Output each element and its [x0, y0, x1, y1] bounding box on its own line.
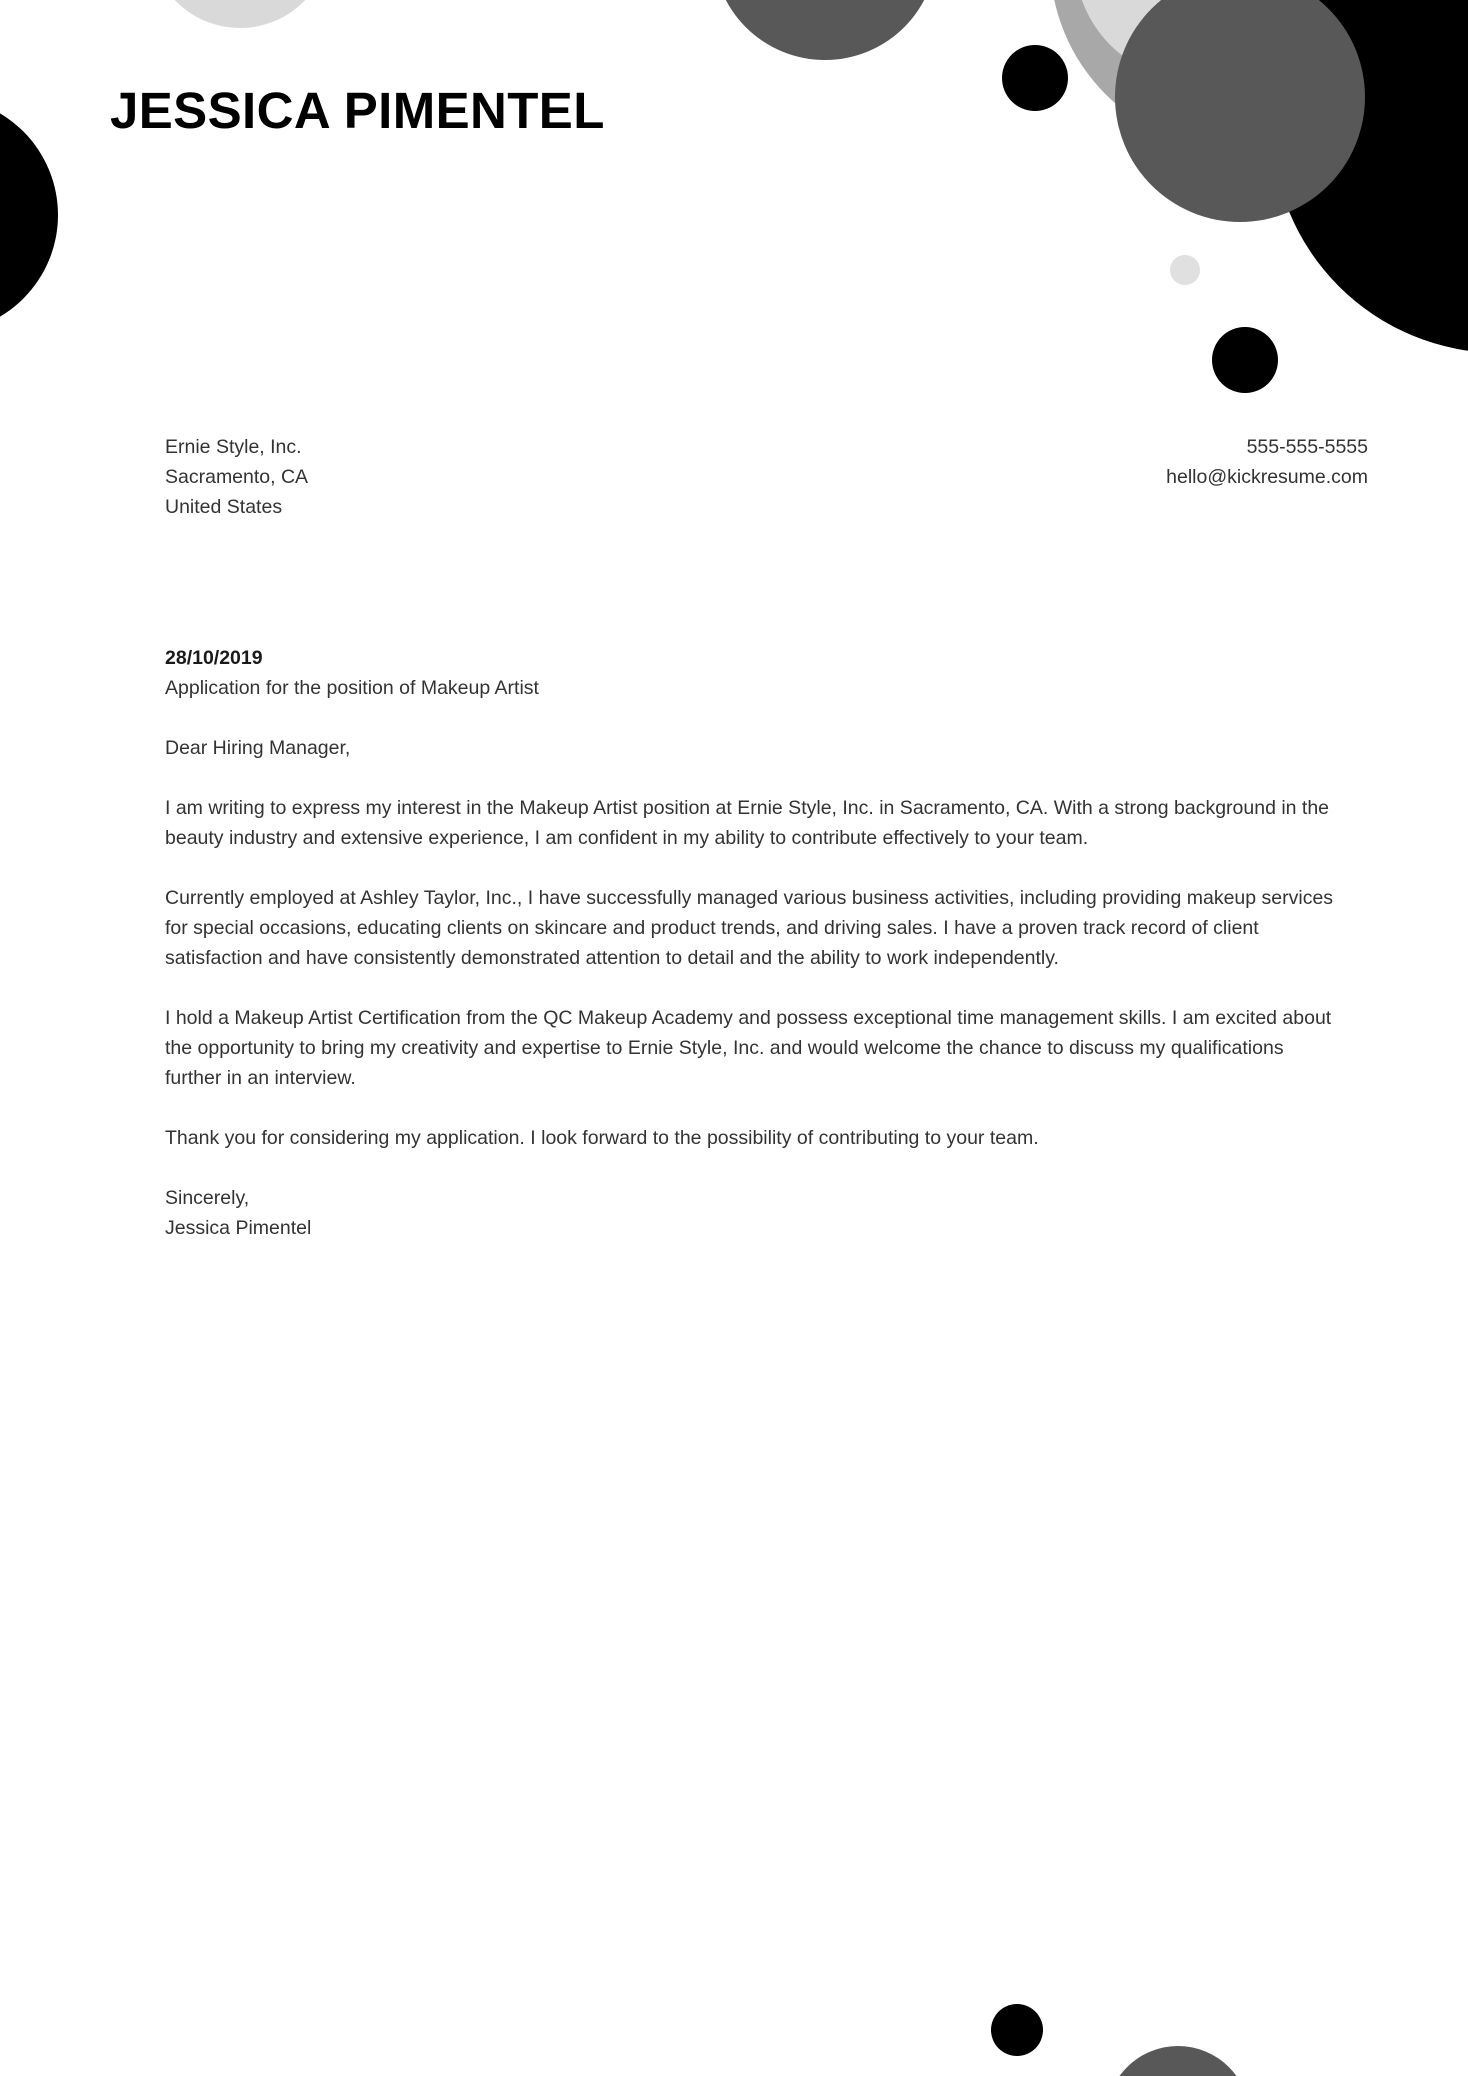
small-black-circle-lower	[1212, 327, 1278, 393]
letter-paragraph-1: I am writing to express my interest in the Makeup Artist position at Ernie Style, Inc. in Sacramento, CA. With a strong background in the beauty industry and extensive experience, I am confident in my ability to contribute effectively to your team.	[165, 797, 1330, 849]
bottom-small-black-circle	[991, 2004, 1043, 2056]
sender-phone[interactable]: 555-555-5555	[1246, 436, 1368, 458]
letter-closing	[165, 1183, 1335, 1243]
recipient-address-block	[165, 432, 308, 522]
letter-salutation: Dear Hiring Manager,	[165, 737, 351, 759]
letter-subject: Application for the position of Makeup Artist	[165, 677, 539, 699]
letter-signature-name: Jessica Pimentel	[165, 1217, 312, 1239]
recipient-country: United States	[165, 496, 283, 518]
letter-paragraph-4: Thank you for considering my application. I look forward to the possibility of contributing to your team.	[165, 1127, 1039, 1149]
letter-paragraph-3: I hold a Makeup Artist Certification from the QC Makeup Academy and possess exceptional time management skills. I am excited about the opportunity to bring my creativity and expertise to Ernie Style, Inc. and would welcome the chance to discuss my qualifications further in an interview.	[165, 1007, 1332, 1089]
bottom-dark-gray-circle	[1106, 2046, 1250, 2076]
contact-row	[165, 432, 1368, 522]
recipient-city-state: Sacramento, CA	[165, 466, 309, 488]
recipient-company: Ernie Style, Inc.	[165, 436, 302, 458]
tiny-pale-gray-dot	[1170, 255, 1200, 285]
letter-date: 28/10/2019	[165, 647, 263, 669]
page-title: JESSICA PIMENTEL	[110, 82, 605, 139]
top-right-mid-gray-circle	[1050, 0, 1430, 150]
top-right-light-gray-circle	[1075, 0, 1315, 80]
top-right-black-large-circle	[1272, 0, 1468, 353]
left-edge-black-circle	[0, 97, 58, 333]
sender-email[interactable]: hello@kickresume.com	[1166, 466, 1368, 488]
letter-paragraph-2: Currently employed at Ashley Taylor, Inc., I have successfully managed various business activities, including providing makeup services for special occasions, educating clients on skincare and product trends, and driving sales. I have a proven track record of client satisfaction and have consistently demonstrated attention to detail and the ability to work independently.	[165, 887, 1334, 969]
top-left-light-gray-circle	[150, 0, 330, 28]
letterhead-header	[110, 82, 605, 141]
top-right-dark-gray-circle	[1115, 0, 1365, 222]
sender-contact-block	[1166, 432, 1368, 492]
letter-sign-off: Sincerely,	[165, 1187, 250, 1209]
letter-body	[165, 643, 1335, 1243]
small-black-circle-upper	[1002, 45, 1068, 111]
top-dark-gray-circle	[713, 0, 937, 60]
